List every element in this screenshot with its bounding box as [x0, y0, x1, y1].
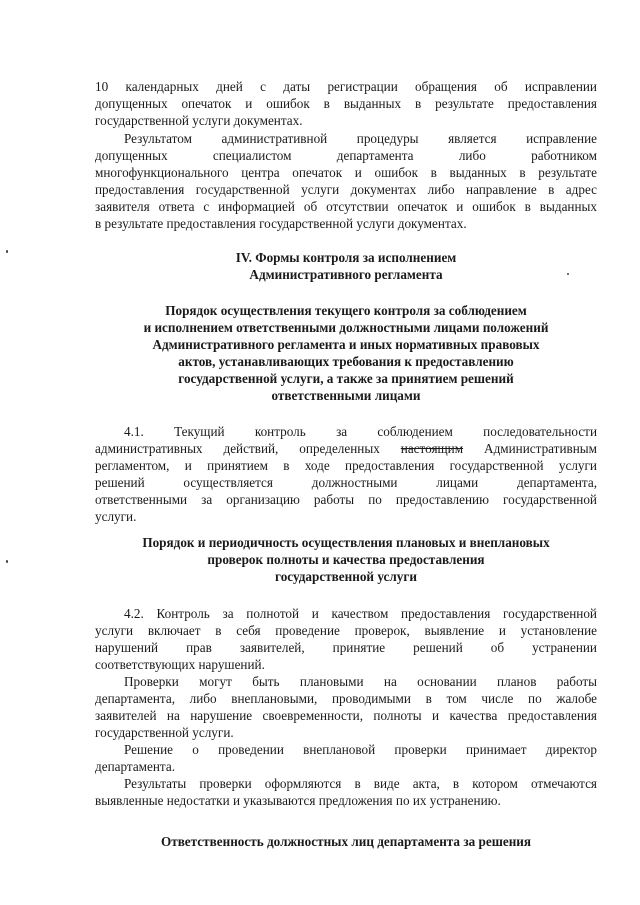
section-heading: IV. Формы контроля за исполнением	[235, 250, 457, 265]
scan-speck	[6, 250, 8, 253]
paragraph-line: государственной услуги.	[95, 725, 234, 740]
paragraph-line: предоставления государственной услуги документах либо направление в адрес	[95, 182, 597, 197]
text-span: Административным	[463, 441, 597, 456]
paragraph-line: допущенных опечаток и ошибок в выданных в результате предоставления	[95, 96, 597, 111]
paragraph-line: выявленные недостатки и указываются предложения по их устранению.	[95, 793, 501, 808]
paragraph-line: департамента.	[95, 759, 176, 774]
scan-speck	[6, 560, 8, 563]
paragraph-line: допущенных специалистом департамента либо работником	[95, 148, 597, 163]
paragraph-line: Проверки могут быть плановыми на основании планов работы	[124, 674, 597, 689]
paragraph-line: государственной услуги документах.	[95, 113, 303, 128]
subsection-heading: Порядок и периодичность осуществления плановых и внеплановых	[142, 535, 550, 550]
text-span: административных действий, определенных	[95, 441, 401, 456]
paragraph-line: 4.1. Текущий контроль за соблюдением последовательности	[124, 424, 597, 439]
section-heading: Административного регламента	[249, 267, 443, 282]
paragraph-line: многофункционального центра опечаток и ошибок в выданных в результате	[95, 165, 597, 180]
paragraph-line: Решение о проведении внеплановой проверки принимает директор	[124, 742, 597, 757]
subsection-heading: государственной услуги	[275, 569, 417, 584]
paragraph-line: в результате предоставления государственной услуги документах.	[95, 216, 467, 231]
struck-word: настоящим	[400, 441, 464, 456]
subsection-heading: Ответственность должностных лиц департамента за решения	[160, 834, 532, 849]
paragraph-line: заявителя ответа с информацией об отсутствии опечаток и ошибок в выданных	[95, 199, 597, 214]
paragraph-line: решений осуществляется должностными лицами департамента,	[95, 475, 597, 490]
paragraph-line: заявителей на нарушение своевременности, полноты и качества предоставления	[95, 708, 597, 723]
paragraph-line: 4.2. Контроль за полнотой и качеством предоставления государственной	[124, 606, 597, 621]
subsection-heading: и исполнением ответственными должностными лицами положений	[143, 320, 549, 335]
subsection-heading: актов, устанавливающих требования к предоставлению	[178, 354, 514, 369]
paragraph-line: нарушений прав заявителей, принятие решений об устранении	[95, 640, 597, 655]
paragraph-line: регламентом, и принятием в ходе предоставления государственной услуги	[95, 458, 597, 473]
paragraph-line: ответственными за организацию работы по предоставлению государственной	[95, 492, 597, 507]
paragraph-line: департамента, либо внеплановыми, проводимыми в том числе по жалобе	[95, 691, 597, 706]
paragraph-line: 10 календарных дней с даты регистрации обращения об исправлении	[95, 79, 597, 94]
paragraph-line: Результаты проверки оформляются в виде акта, в котором отмечаются	[124, 776, 597, 791]
subsection-heading: проверок полноты и качества предоставления	[207, 552, 485, 567]
subsection-heading: ответственными лицами	[271, 388, 421, 403]
paragraph-line: услуги включает в себя проведение проверок, выявление и установление	[95, 623, 597, 638]
paragraph-line: Результатом административной процедуры является исправление	[124, 131, 597, 146]
subsection-heading: государственной услуги, а также за принятием решений	[178, 371, 514, 386]
paragraph-line: услуги.	[95, 509, 137, 524]
scan-speck	[567, 273, 569, 275]
paragraph-line: соответствующих нарушений.	[95, 657, 265, 672]
subsection-heading: Административного регламента и иных нормативных правовых	[152, 337, 540, 352]
subsection-heading: Порядок осуществления текущего контроля за соблюдением	[165, 303, 527, 318]
paragraph-line	[95, 441, 597, 457]
